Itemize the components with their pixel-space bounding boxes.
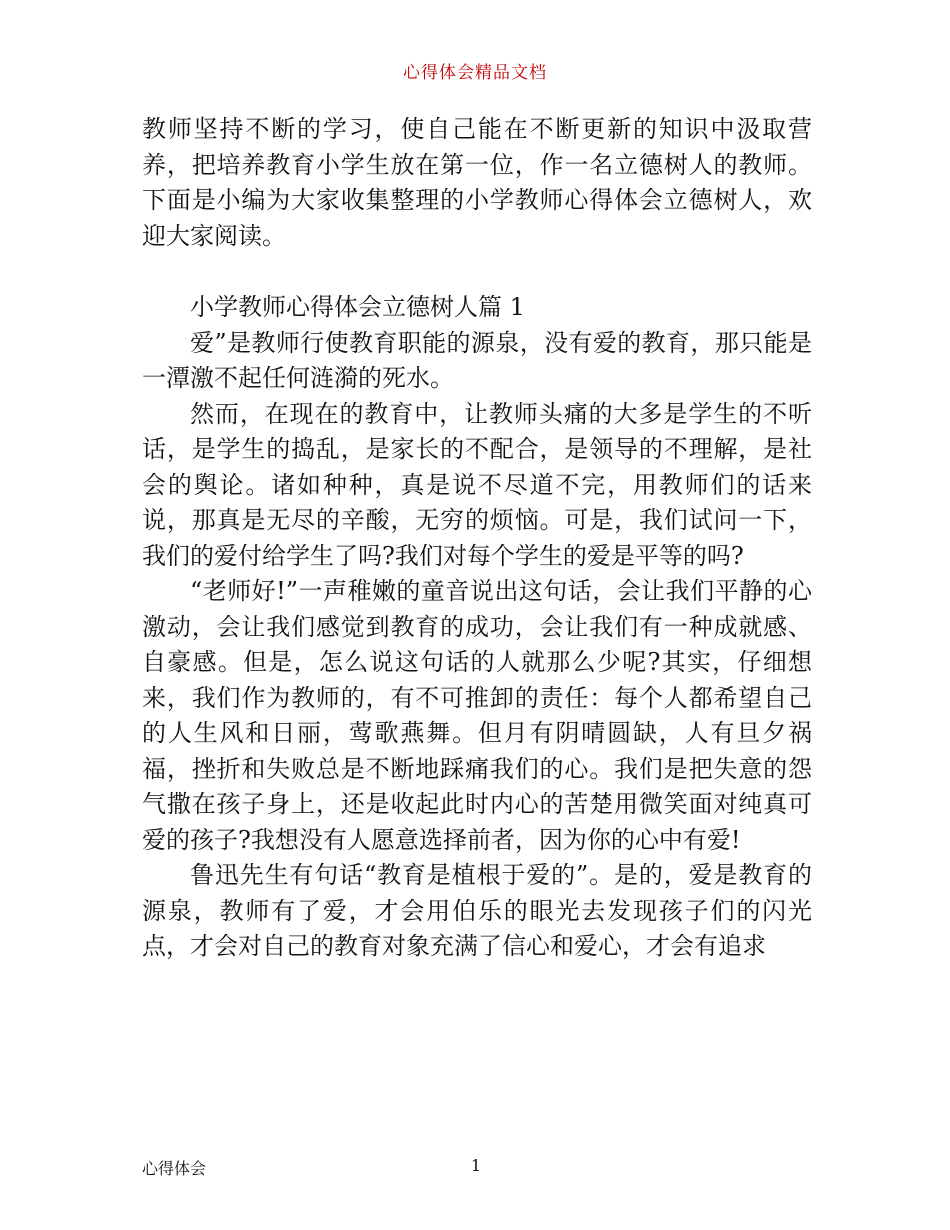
page-header-title: 心得体会精品文档 [403,63,547,83]
footer-label: 心得体会 [142,1159,207,1178]
body-paragraph-2: 然而，在现在的教育中，让教师头痛的大多是学生的不听话，是学生的捣乱，是家长的不配合，是领导的不理解，是社会的舆论。诸如种种，真是说不尽道不完，用教师们的话来说，那真是无尽的辛酸，无穷的烦恼。可是，我们试问一下，我们的爱付给学生了吗?我们对每个学生的爱是平等的吗? [142,399,812,570]
section-title: 小学教师心得体会立德树人篇 1 [190,293,525,321]
body-paragraph-3: “老师好!”一声稚嫩的童音说出这句话，会让我们平静的心激动，会让我们感觉到教育的成功，会让我们有一种成就感、自豪感。但是，怎么说这句话的人就那么少呢?其实，仔细想来，我们作为教师的，有不可推卸的责任：每个人都希望自己的人生风和日丽，莺歌燕舞。但月有阴晴圆缺，人有旦夕祸福，挫折和失败总是不断地踩痛我们的心。我们是把失意的怨气撒在孩子身上，还是收起此时内心的苦楚用微笑面对纯真可爱的孩子?我想没有人愿意选择前者，因为你的心中有爱! [142,577,812,854]
intro-paragraph: 教师坚持不断的学习，使自己能在不断更新的知识中汲取营养，把培养教育小学生放在第一位，作一名立德树人的教师。下面是小编为大家收集整理的小学教师心得体会立德树人，欢迎大家阅读。 [142,115,812,250]
document-body [142,112,812,965]
body-paragraph-4: 鲁迅先生有句话“教育是植根于爱的”。是的，爱是教育的源泉，教师有了爱，才会用伯乐的眼光去发现孩子们的闪光点，才会对自己的教育对象充满了信心和爱心，才会有追求 [142,861,812,960]
body-paragraph-1: 爱”是教师行使教育职能的源泉，没有爱的教育，那只能是一潭激不起任何涟漪的死水。 [142,328,812,392]
page-number: 1 [470,1156,482,1175]
